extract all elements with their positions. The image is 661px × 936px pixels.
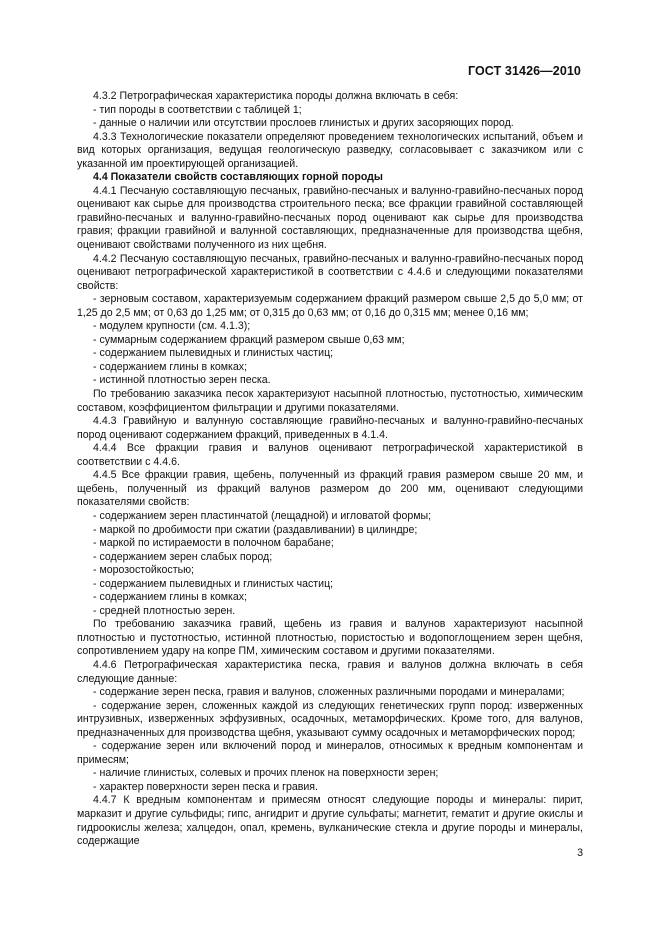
list-item: - содержанием глины в комках; bbox=[93, 360, 248, 373]
paragraph: 4.4.3 Гравийную и валунную составляющие гравийно-песчаных и валунно-гравийно-песчаных пород оценивают содержанием фракций, приведенных в 4.1.4. bbox=[77, 415, 583, 441]
page-number: 3 bbox=[577, 847, 583, 859]
paragraph: 4.3.2 Петрографическая характеристика породы должна включать в себя: bbox=[93, 90, 459, 102]
list-item: - маркой по дробимости при сжатии (раздавливании) в цилиндре; bbox=[93, 523, 418, 536]
list-item: - содержанием глины в комках; bbox=[93, 591, 248, 604]
list-item: - модулем крупности (см. 4.1.3); bbox=[93, 320, 251, 333]
list-item: - морозостойкостью; bbox=[93, 564, 194, 577]
paragraph: 4.4.2 Песчаную составляющую песчаных, гравийно-песчаных и валунно-гравийно-песчаных пород оценивают петрографической характеристикой в соответствии с 4.4.6 и следующими показателями свойств: bbox=[77, 252, 583, 292]
list-item: - наличие глинистых, солевых и прочих пленок на поверхности зерен; bbox=[93, 767, 439, 780]
paragraph: По требованию заказчика гравий, щебень из гравия и валунов характеризуют насыпной плотностью и пустотностью, истинной плотностью, пористостью и водопоглощением зерен щебня, сопротивлением удару на копре ПМ, химическим составом и другими показателями. bbox=[77, 618, 583, 658]
list-item: - содержание зерен песка, гравия и валунов, сложенных различными породами и минералами; bbox=[93, 686, 565, 699]
list-item: - истинной плотностью зерен песка. bbox=[93, 374, 271, 387]
list-item: - тип породы в соответствии с таблицей 1; bbox=[93, 103, 302, 116]
list-item: - содержанием зерен слабых пород; bbox=[93, 550, 273, 563]
list-item: - средней плотностью зерен. bbox=[93, 604, 236, 617]
list-item: - содержанием пылевидных и глинистых частиц; bbox=[93, 347, 334, 360]
paragraph: 4.4.7 К вредным компонентам и примесям относят следующие породы и минералы: пирит, марказит и другие сульфиды; гипс, ангидрит и другие сульфаты; магнетит, гематит и другие окислы и гидроокислы железа; халцедон, опал, кремень, вулканические стекла и другие породы и минералы, содержащие bbox=[77, 794, 583, 848]
section-heading: 4.4 Показатели свойств составляющих горной породы bbox=[93, 171, 383, 184]
list-item: - суммарным содержанием фракций размером свыше 0,63 мм; bbox=[93, 333, 405, 346]
paragraph: 4.4.4 Все фракции гравия и валунов оценивают петрографической характеристикой в соответствии с 4.4.6. bbox=[77, 442, 583, 468]
list-item: - содержанием зерен пластинчатой (лещадной) и игловатой формы; bbox=[93, 509, 432, 522]
document-body bbox=[77, 90, 583, 849]
paragraph: По требованию заказчика песок характеризуют насыпной плотностью, пустотностью, химическим составом, коэффициентом фильтрации и другими показателями. bbox=[77, 388, 583, 414]
document-header: ГОСТ 31426—2010 bbox=[467, 64, 581, 78]
list-item: - содержание зерен или включений пород и минералов, относимых к вредным компонентам и примесям; bbox=[77, 740, 583, 766]
list-item: - содержание зерен, сложенных каждой из следующих генетических групп пород: изверженных интрузивных, изверженных эффузивных, осадочных, метаморфических. Кроме того, для валунов, предназначенных для производства щебня, указывают сумму осадочных и метаморфических пород; bbox=[77, 699, 583, 739]
list-item: - содержанием пылевидных и глинистых частиц; bbox=[93, 577, 334, 590]
list-item: - зерновым составом, характеризуемым содержанием фракций размером свыше 2,5 до 5,0 мм; от 1,25 до 2,5 мм; от 0,63 до 1,25 мм; от 0,315 до 0,63 мм; от 0,16 до 0,315 мм; менее 0,16 мм; bbox=[77, 293, 583, 319]
list-item: - маркой по истираемости в полочном барабане; bbox=[93, 537, 334, 550]
paragraph: 4.4.1 Песчаную составляющую песчаных, гравийно-песчаных и валунно-гравийно-песчаных пород оценивают как сырье для производства строительного песка; все фракции гравийной составляющей гравийно-песчаных и валунно-гравийно-песчаных пород оценивают как сырье для производства гравия; фракции гравийной и валунной составляющих, предназначенные для производства щебня, оценивают свойствами полученного из них щебня. bbox=[77, 184, 583, 252]
paragraph: 4.4.6 Петрографическая характеристика песка, гравия и валунов должна включать в себя следующие данные: bbox=[77, 658, 583, 685]
list-item: - характер поверхности зерен песка и гравия. bbox=[93, 780, 318, 793]
paragraph: 4.3.3 Технологические показатели определяют проведением технологических испытаний, объем и вид которых организация, ведущая геологическую разведку, согласовывает с заказчиком или с указанной им проектирующей организацией. bbox=[77, 130, 583, 170]
paragraph: 4.4.5 Все фракции гравия, щебень, полученный из фракций гравия размером свыше 20 мм, и щебень, полученный из фракций валунов размером до 200 мм, оценивают следующими показателями свойств: bbox=[77, 469, 583, 509]
list-item: - данные о наличии или отсутствии прослоев глинистых и других засоряющих пород. bbox=[93, 117, 514, 130]
